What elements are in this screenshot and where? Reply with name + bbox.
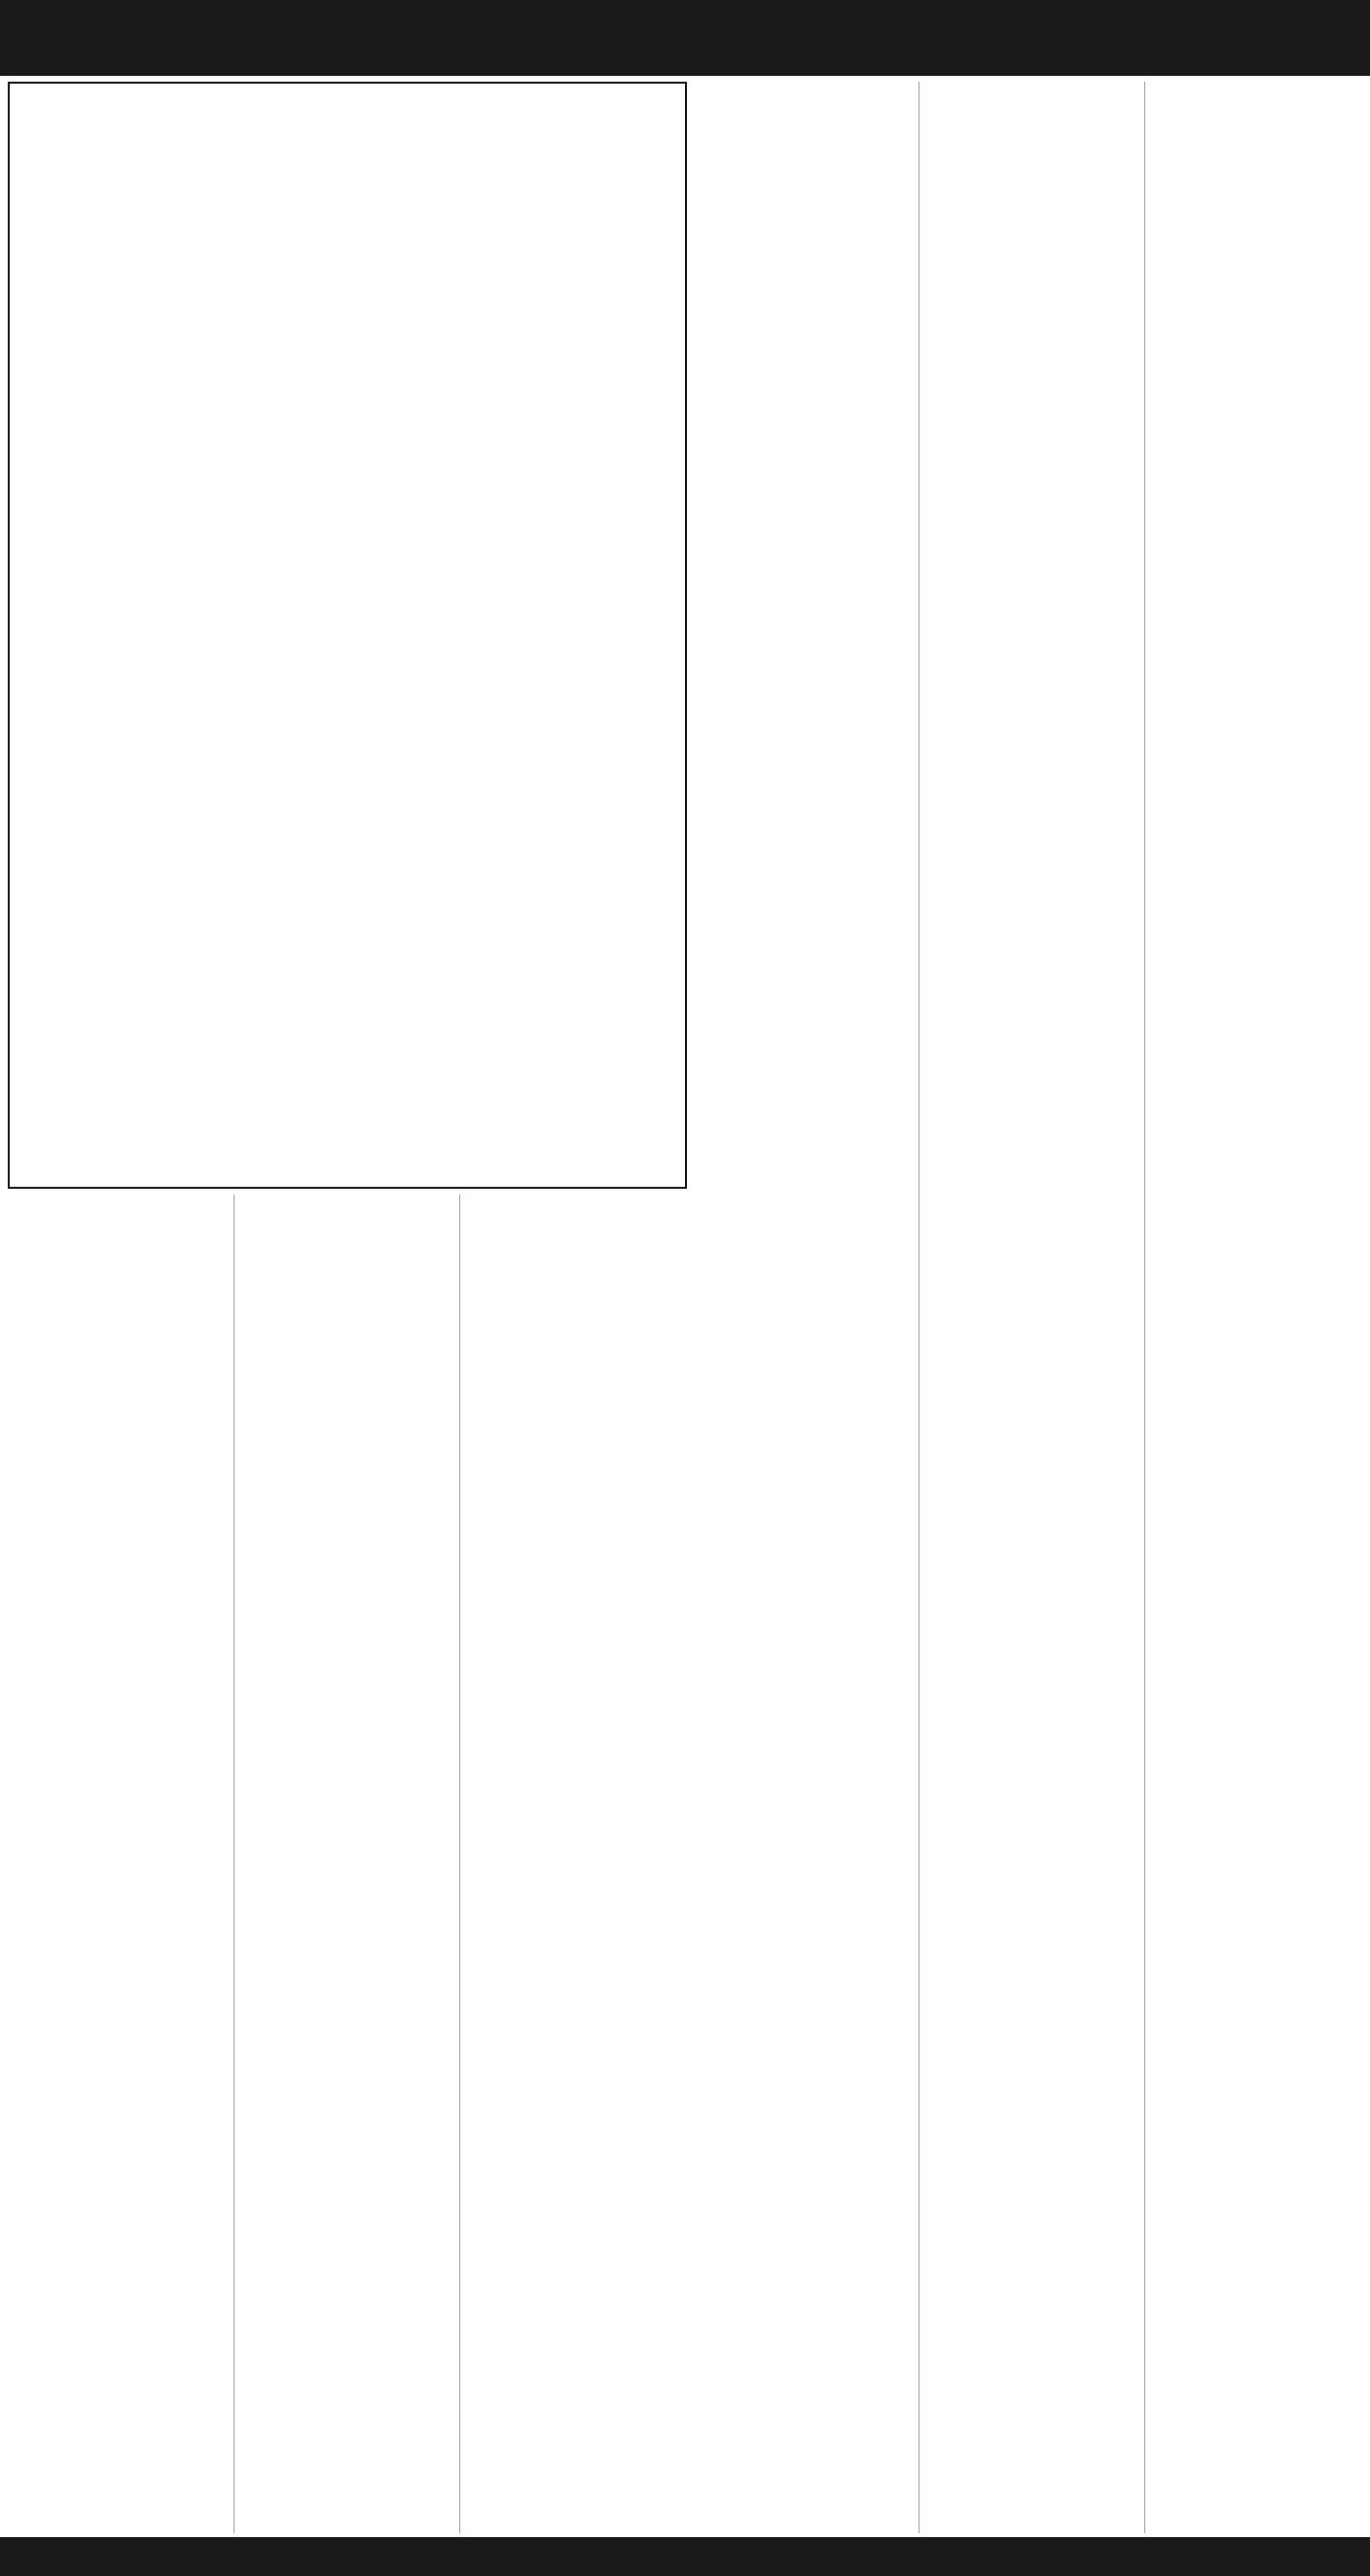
- page-footer: [0, 2537, 1370, 2576]
- notice-column: [459, 1195, 679, 2533]
- notice-column: [234, 1195, 453, 2533]
- public-hearing-notice: [8, 82, 687, 1189]
- notice-column: [919, 82, 1138, 2533]
- masthead: [0, 0, 1370, 76]
- notice-column: [1144, 82, 1362, 2533]
- notice-columns-right: [693, 82, 1362, 2533]
- notice-column: [693, 82, 913, 2533]
- notice-columns-bottom: [8, 1195, 685, 2533]
- notice-column: [8, 1195, 228, 2533]
- notices-page: [8, 82, 1362, 2533]
